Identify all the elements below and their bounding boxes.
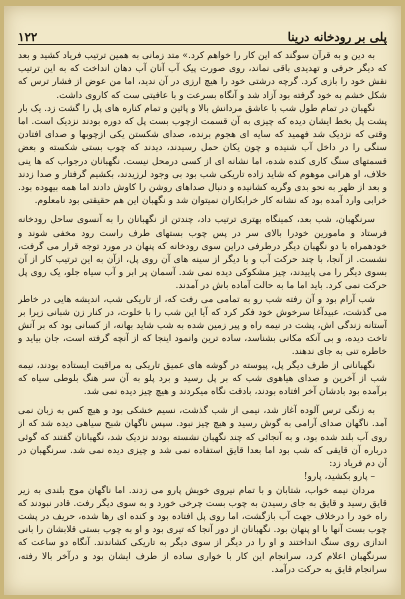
paragraph: به دین و به قرآن سوگند که این کار را خواهم کرد.» متد زمانی به همین ترتیب فریاد کشید و بعد که دیگر حرفی و تهدیدی باقی نماند، روی صورت پیک آب آنان آب دهان انداخت که به این ترتیب نقش خود را بازی کرد. گرچه درشتی خود را هیچ ارزی در آن ندید، اما من عوض از فشار ترس که شکل خشم به خود گرفته بود آزاد شد و آنگاه بسرعت و با عافیتی ست که کاروی داشت.	[18, 51, 387, 101]
page-header	[18, 22, 387, 45]
running-title: پلی بر رودخانه درینا	[287, 30, 387, 44]
paragraph: سرنگهبان، شب بعد، کمینگاه بهتری ترتیب داد، چندتن از نگهبانان را به آنسوی ساحل رودخانه فرستاد و مامورین خودرا بالای سر در پس چوب بستهای طرف راست رود مخفی شوند و خودهمراه با دو نگهبان دیگر درطرفی دراین سوی رودخانه که پنهان در مورد توجه قرار می گرفت، نشست. از آنجا، با چند حرکت آب و با دیگر از سینه های آن روی پل، ازآن به این ترتیب کار از آن بسوی دیگر را می پاییدند، چیز مشکوکی دیده نمی شد. آسمان پر ابر و آب سیاه جلو، یک روی پل حرکت نمی کرد. باید اما ما به حالت آماده باش در آمدند.	[18, 215, 387, 292]
paragraph: شب آرام بود و آن رفته شب رو به تمامی می رفت که، از تاریکی شب، اندیشه هایی در خاطر می گذشت، عبیدآغا سرخوش خود فکر کرد که آیا این شب را با خلوت، در کنار زن شبانی زیرا بر آستانه زندگی اش، پشت در نیمه راه و پیر زمین شده به شب شاید بهانه، از کسانی بود که بر آتش تاخت دیده، و بی آنکه مکانی بشناسد، ساده ترین وانمود اینجا که از آنچه گرفته است، جان بیاید و خاطره تنی به جای ندهند.	[18, 294, 387, 358]
book-page	[4, 6, 401, 595]
page-number: ۱۲۲	[18, 30, 38, 44]
paragraph: – پارو بکشید، پارو!	[303, 472, 375, 483]
paragraph: به زنگی ترس آلوده آغاز شد، نیمی از شب گذشت، نسیم خشکی بود و هیچ کس به زبان نمی آمد. ناگهان صدای آرامی به گوش رسید و هیچ چیز نبود. سپس ناگهان شبح سیاهی دیده شد که از روی آب بلند شده بود، و به آنجائی که چند نگهبان نشسته بودند نزدیک شد، نگهبانان گفتند که گوئی درباره آن قایقی که شب بود اما بعدا قایق استفاده نمی شد و چیزی دیده نمی شد. سرنگهبان در آن دم فریاد زد:	[18, 406, 387, 470]
paragraph: مردان نیمه خواب، شتابان و با تمام نیروی خویش پارو می زدند. اما ناگهان موج بلندی به زیر قایق رسید و قایق به جای رسیدن به چوب بست چرخی خورد و به سوی دیگر رفت. قادر نبودند که راه خود را درخلاف جهت آب بازگشت، اما روی پل افتاده بود و کنده ای رها شده، حریف در پشت چوب بست آنها با او پنهان بود. نگهبانان از دور آنجا که تیری بود و او به چوب بستی قلابشان را بانی اندازی روی سنگ انداختند و او را در دیگر از سوی دیگر به تاریکی کشاندند. آنگاه دو ساعت که سرنگهبان اعلام کرد، سرانجام این کار با خواری ساده از طرف ایشان بود و درآخر بالا رفته، سرانجام قایق به حرکت درآمد.	[18, 485, 387, 575]
paragraph: نگهبانانی از طرف دیگر پل، پیوسته در گوشه های عمیق تاریکی به مراقبت ایستاده بودند، نیمه شب از آخرین و صدای هیاهوی شب که بر پل رسید و برد پلو به آن سر هنگ بلوطی سیاه که برآمده بود بادشان آخر افتاده بودند، بادقت نگاه میکردند و هیچ چیز دیده نمی شد.	[18, 360, 387, 398]
page-body	[18, 50, 387, 589]
paragraph: نگهبان در تمام طول شب با عاشق مردانش بالا و پائین و تمام کناره های پل را گشت زد. یک بار پشت پل بخط ایشان دیده که چیزی به آن قسمت ازچوب بست پل که دوره بودند نزدیک است. اما وقتی که نزدیک شد فهمید که سایه ای هجوم برنده، صدای شکستن یکی ازچوبها و صدای افتادن سنگی را در داخل آب شنیده و چون یکان حمل رسیدند، دیدند که چوب بستی شکسته و بعض قسمتهای سنگ کاری کنده شده، اما نشانه ای از کسی درمحل نیست. نگهبانان درجواب که ها ینی خلاف، او هرانی موهوم که شاید زاده تاریکی شب بود بی وجود لرزیدند، بکشیم گرفتار و صدا زدند و بعد از ظهر به نحو بدی وگریه کشانیده و دنبال صداهای روشن را کاوش دادند اما همه بیهوده بود. خرابی وارد آمده بود که نشانه کار خرابکاران نمیتوان شد و نگهبان این هم حقیقتی بود نامعلوم.	[18, 103, 387, 207]
